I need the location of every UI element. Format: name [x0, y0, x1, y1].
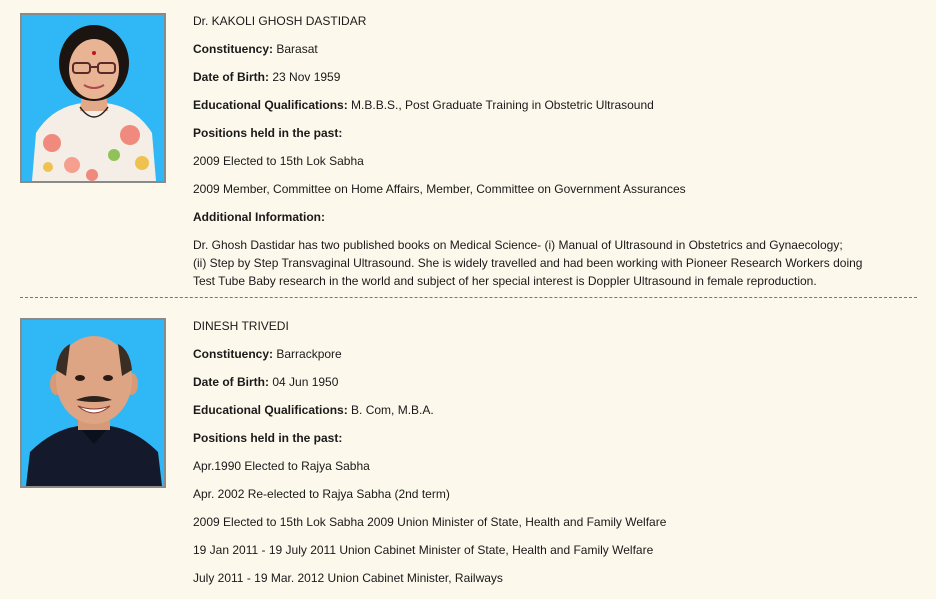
position-item: July 2011 - 19 Mar. 2012 Union Cabinet Minister, Railways: [193, 571, 503, 585]
positions-heading: [193, 431, 918, 459]
constituency-label: Constituency:: [193, 42, 274, 56]
constituency-value: Barrackpore: [276, 347, 342, 361]
member-name: DINESH TRIVEDI: [193, 319, 289, 333]
constituency-value: Barasat: [276, 42, 318, 56]
member-photo: [20, 13, 166, 183]
education-value: B. Com, M.B.A.: [351, 403, 434, 417]
additional-line: Dr. Ghosh Dastidar has two published books on Medical Science- (i) Manual of Ultrasound in Obstetrics and Gynaecology;: [193, 238, 843, 252]
profile-divider: [20, 297, 917, 298]
member-info: [193, 319, 918, 599]
positions-label: Positions held in the past:: [193, 126, 343, 140]
position-item: Apr. 2002 Re-elected to Rajya Sabha (2nd term): [193, 487, 450, 501]
position-item: 2009 Member, Committee on Home Affairs, Member, Committee on Government Assurances: [193, 182, 686, 196]
position-item: Apr.1990 Elected to Rajya Sabha: [193, 459, 370, 473]
woman-portrait-icon: [22, 15, 164, 181]
additional-info: [193, 236, 918, 290]
education-row: [193, 98, 918, 126]
additional-heading: [193, 210, 918, 238]
member-info: [193, 14, 918, 290]
dob-row: [193, 375, 918, 403]
dob-row: [193, 70, 918, 98]
additional-line: Test Tube Baby research in the world and subject of her special interest is Doppler Ultrasound in female reproduction.: [193, 274, 817, 288]
positions-heading: [193, 126, 918, 154]
positions-label: Positions held in the past:: [193, 431, 343, 445]
dob-label: Date of Birth:: [193, 70, 269, 84]
education-label: Educational Qualifications:: [193, 403, 348, 417]
dob-value: 04 Jun 1950: [272, 375, 339, 389]
position-item: 2009 Elected to 15th Lok Sabha 2009 Union Minister of State, Health and Family Welfare: [193, 515, 667, 529]
member-photo: [20, 318, 166, 488]
constituency-row: [193, 347, 918, 375]
constituency-row: [193, 42, 918, 70]
education-label: Educational Qualifications:: [193, 98, 348, 112]
additional-label: Additional Information:: [193, 210, 325, 224]
education-row: [193, 403, 918, 431]
man-portrait-icon: [22, 320, 164, 486]
dob-label: Date of Birth:: [193, 375, 269, 389]
additional-line: (ii) Step by Step Transvaginal Ultrasound. She is widely travelled and had been working with Pioneer Research Workers doing: [193, 256, 863, 270]
education-value: M.B.B.S., Post Graduate Training in Obstetric Ultrasound: [351, 98, 654, 112]
dob-value: 23 Nov 1959: [272, 70, 341, 84]
constituency-label: Constituency:: [193, 347, 274, 361]
position-item: 2009 Elected to 15th Lok Sabha: [193, 154, 364, 168]
member-name: Dr. KAKOLI GHOSH DASTIDAR: [193, 14, 367, 28]
position-item: 19 Jan 2011 - 19 July 2011 Union Cabinet Minister of State, Health and Family Welfare: [193, 543, 654, 557]
